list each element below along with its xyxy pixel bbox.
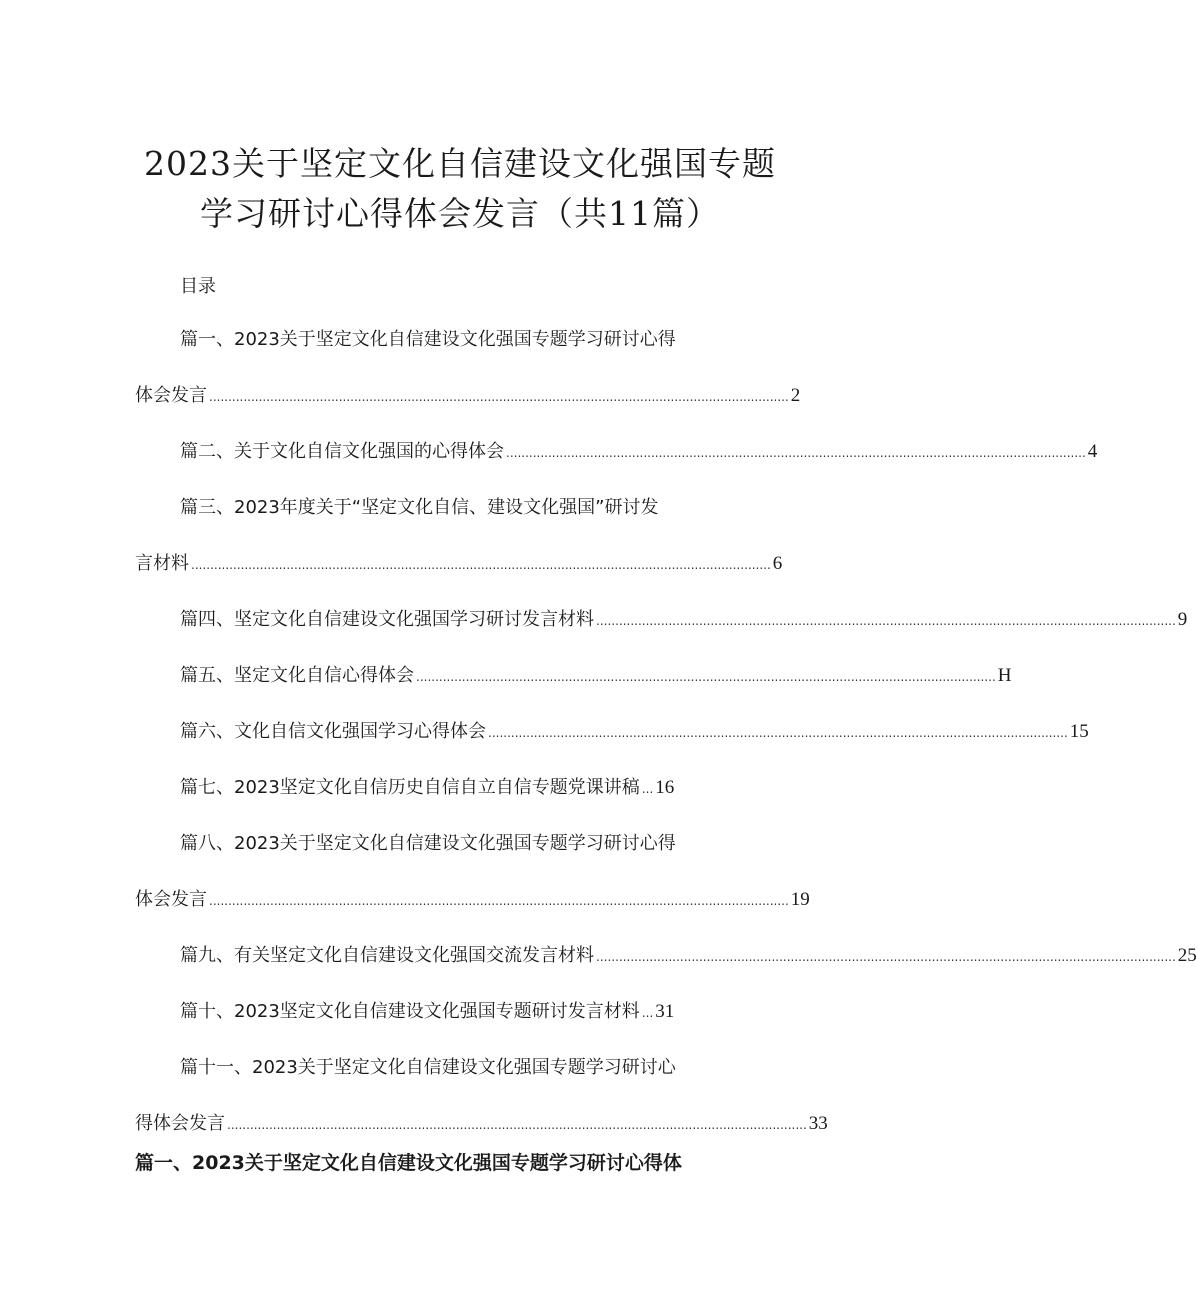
section-heading: 篇一、2023关于坚定文化自信建设文化强国专题学习研讨心得体 xyxy=(135,1152,682,1174)
toc-leader-dots: ... xyxy=(641,1006,654,1020)
toc-leader-dots: ........................................................................................................................................................ xyxy=(416,670,996,684)
toc-entry-text: 体会发言 xyxy=(135,889,207,910)
toc-entry-text: 篇九、有关坚定文化自信建设文化强国交流发言材料 xyxy=(180,945,594,966)
toc-entry-6[interactable] xyxy=(180,720,1089,744)
document-title-line-1: 2023关于坚定文化自信建设文化强国专题 xyxy=(144,144,776,183)
toc-leader-dots: ........................................................................................................................................................ xyxy=(596,614,1176,628)
toc-entry-11-line1[interactable]: 篇十一、2023关于坚定文化自信建设文化强国专题学习研讨心 xyxy=(180,1057,676,1078)
toc-entry-text: 篇二、关于文化自信文化强国的心得体会 xyxy=(180,441,504,462)
toc-entry-text: 体会发言 xyxy=(135,385,207,406)
toc-page-number: 16 xyxy=(655,777,675,798)
toc-entry-text: 篇四、坚定文化自信建设文化强国学习研讨发言材料 xyxy=(180,609,594,630)
toc-entry-1-line1[interactable]: 篇一、2023关于坚定文化自信建设文化强国专题学习研讨心得 xyxy=(180,329,676,350)
toc-entry-9[interactable] xyxy=(180,944,1197,968)
document-title-line-2: 学习研讨心得体会发言（共11篇） xyxy=(200,194,720,233)
toc-page-number: 25 xyxy=(1177,945,1197,966)
toc-page-number: H xyxy=(997,665,1012,686)
toc-page-number: 2 xyxy=(790,385,801,406)
toc-leader-dots: ........................................................................................................................................................ xyxy=(191,558,771,572)
toc-leader-dots: ........................................................................................................................................................ xyxy=(209,894,789,908)
toc-entry-2[interactable] xyxy=(180,440,1098,464)
toc-entry-text: 篇十、2023坚定文化自信建设文化强国专题研讨发言材料 xyxy=(180,1001,640,1022)
toc-leader-dots: ........................................................................................................................................................ xyxy=(227,1118,807,1132)
toc-leader-dots: ........................................................................................................................................................ xyxy=(506,446,1086,460)
toc-page-number: 4 xyxy=(1087,441,1098,462)
toc-leader-dots: ........................................................................................................................................................ xyxy=(209,390,789,404)
toc-entry-4[interactable] xyxy=(180,608,1188,632)
toc-leader-dots: ........................................................................................................................................................ xyxy=(488,726,1068,740)
toc-page-number: 15 xyxy=(1069,721,1089,742)
toc-heading: 目录 xyxy=(180,276,216,297)
toc-entry-text: 篇五、坚定文化自信心得体会 xyxy=(180,665,414,686)
toc-entry-8-line1[interactable]: 篇八、2023关于坚定文化自信建设文化强国专题学习研讨心得 xyxy=(180,833,676,854)
toc-entry-11-line2[interactable] xyxy=(135,1112,828,1136)
toc-page-number: 9 xyxy=(1177,609,1188,630)
toc-entry-3-line2[interactable] xyxy=(135,552,783,576)
toc-page-number: 31 xyxy=(655,1001,675,1022)
toc-page-number: 19 xyxy=(790,889,810,910)
toc-entry-3-line1[interactable]: 篇三、2023年度关于“坚定文化自信、建设文化强国”研讨发 xyxy=(180,497,659,518)
toc-page-number: 33 xyxy=(808,1113,828,1134)
toc-entry-10[interactable] xyxy=(180,1000,776,1024)
toc-entry-text: 言材料 xyxy=(135,553,189,574)
toc-entry-7[interactable] xyxy=(180,776,776,800)
toc-leader-dots: ... xyxy=(641,782,654,796)
toc-entry-text: 篇六、文化自信文化强国学习心得体会 xyxy=(180,721,486,742)
toc-leader-dots: ........................................................................................................................................................ xyxy=(596,950,1176,964)
toc-entry-8-line2[interactable] xyxy=(135,888,810,912)
toc-entry-1-line2[interactable] xyxy=(135,384,801,408)
toc-entry-5[interactable] xyxy=(180,664,1012,688)
toc-entry-text: 篇七、2023坚定文化自信历史自信自立自信专题党课讲稿 xyxy=(180,777,640,798)
toc-page-number: 6 xyxy=(772,553,783,574)
toc-entry-text: 得体会发言 xyxy=(135,1113,225,1134)
